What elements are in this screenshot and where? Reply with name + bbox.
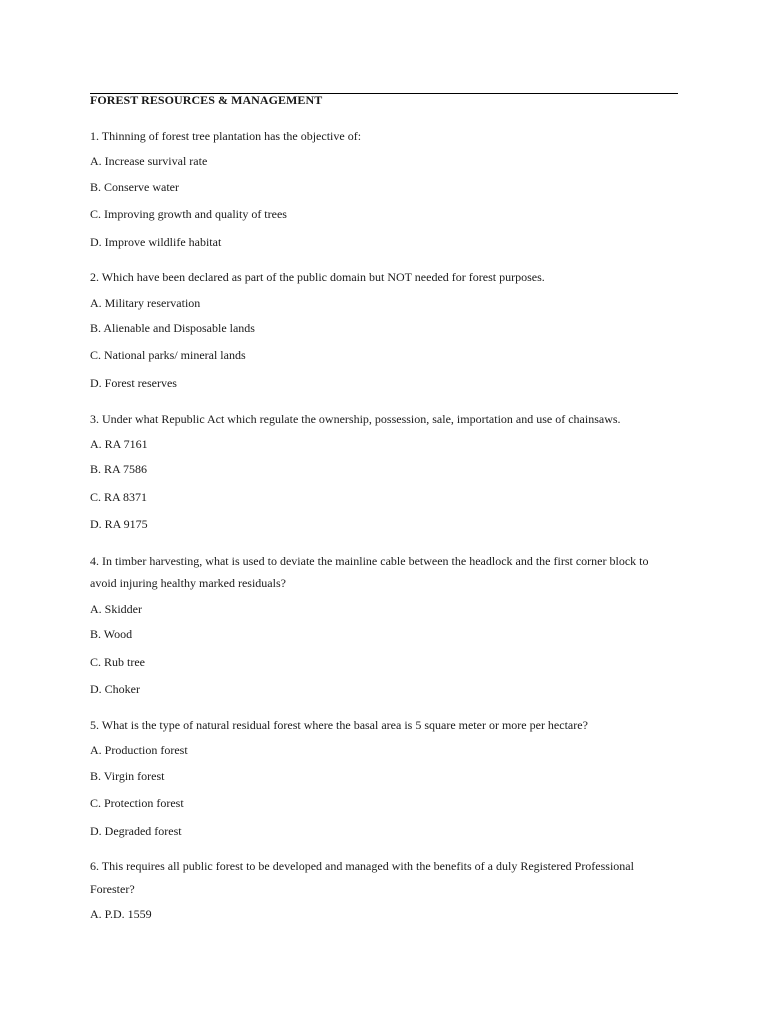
question-2-option-c: C. National parks/ mineral lands: [90, 348, 246, 362]
question-3-option-b: B. RA 7586: [90, 462, 148, 476]
question-5-option-d: D. Degraded forest: [90, 824, 182, 838]
question-6-text-line-2: Forester?: [90, 882, 135, 896]
question-2-option-a: A. Military reservation: [90, 296, 201, 310]
question-4-option-b: B. Wood: [90, 627, 133, 641]
question-6-option-a: A. P.D. 1559: [90, 907, 152, 921]
question-4-option-d: D. Choker: [90, 682, 140, 696]
question-6-text-line-1: 6. This requires all public forest to be developed and managed with the benefits of a duly Registered Professional: [90, 859, 634, 873]
question-3-option-d: D. RA 9175: [90, 517, 148, 531]
question-1-option-a: A. Increase survival rate: [90, 154, 208, 168]
question-5-option-c: C. Protection forest: [90, 796, 184, 810]
question-1-option-b: B. Conserve water: [90, 180, 179, 194]
question-1-text: 1. Thinning of forest tree plantation has the objective of:: [90, 129, 362, 143]
question-4-option-c: C. Rub tree: [90, 655, 145, 669]
question-2-option-b: B. Alienable and Disposable lands: [90, 321, 255, 335]
question-3-option-c: C. RA 8371: [90, 490, 148, 504]
document-title: FOREST RESOURCES & MANAGEMENT: [90, 93, 323, 107]
question-5-option-a: A. Production forest: [90, 743, 188, 757]
question-5-text: 5. What is the type of natural residual forest where the basal area is 5 square meter or more per hectare?: [90, 718, 588, 732]
question-1-option-c: C. Improving growth and quality of trees: [90, 207, 287, 221]
question-3-option-a: A. RA 7161: [90, 437, 148, 451]
question-4-option-a: A. Skidder: [90, 602, 142, 616]
question-4-text-line-2: avoid injuring healthy marked residuals?: [90, 576, 286, 590]
question-5-option-b: B. Virgin forest: [90, 769, 165, 783]
question-2-option-d: D. Forest reserves: [90, 376, 177, 390]
question-4-text-line-1: 4. In timber harvesting, what is used to deviate the mainline cable between the headlock and the first corner block to: [90, 554, 649, 568]
question-1-option-d: D. Improve wildlife habitat: [90, 235, 222, 249]
question-2-text: 2. Which have been declared as part of the public domain but NOT needed for forest purposes.: [90, 270, 545, 284]
question-3-text: 3. Under what Republic Act which regulate the ownership, possession, sale, importation and use of chainsaws.: [90, 412, 621, 426]
